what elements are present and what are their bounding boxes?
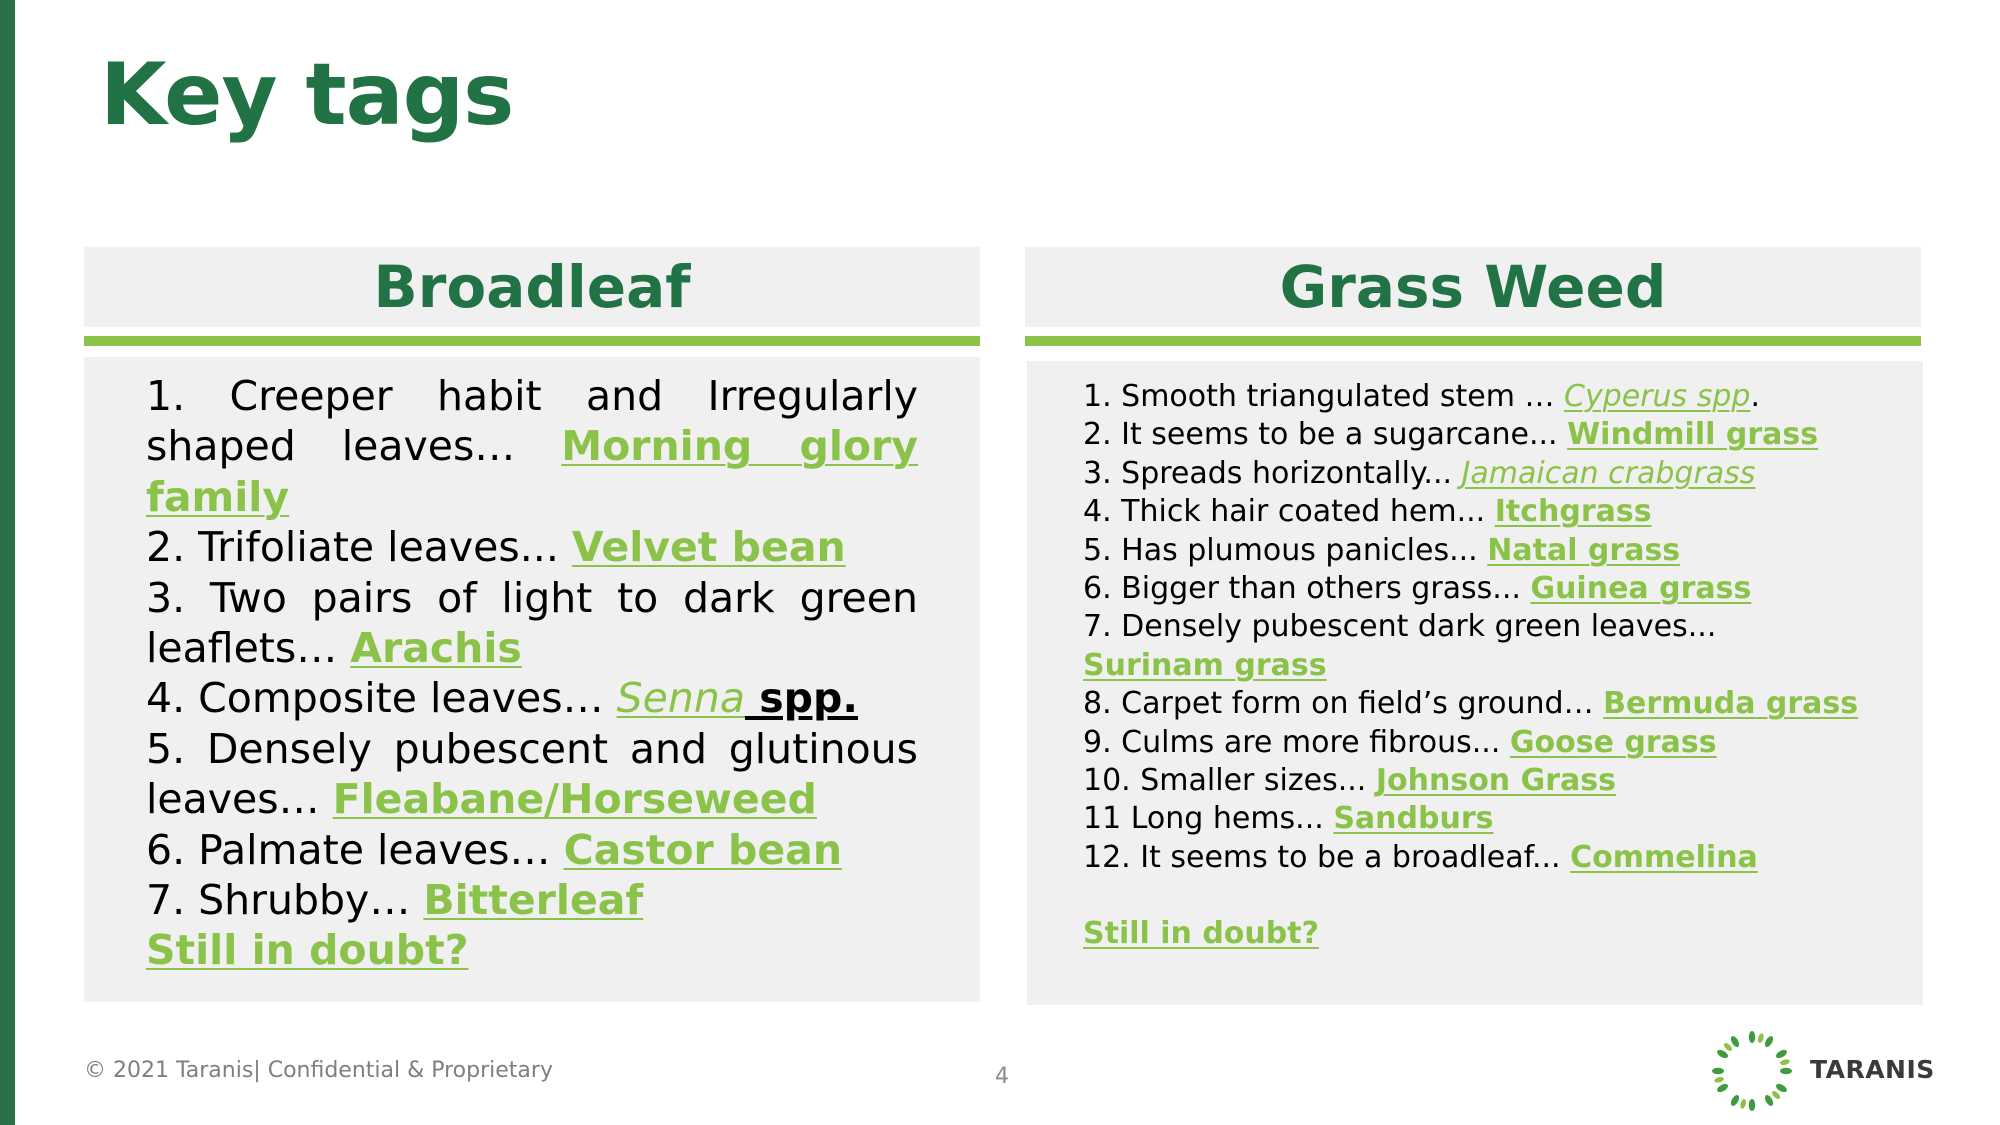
item-text: 5. Densely pubescent and glutinous leaves… xyxy=(146,724,918,824)
list-item xyxy=(1083,800,1863,838)
footer-copyright: © 2021 Taranis| Confidential & Proprietary xyxy=(84,1058,553,1083)
tag-link-sandburs[interactable]: Sandburs xyxy=(1333,801,1494,837)
tag-link-goose-grass[interactable]: Goose grass xyxy=(1509,724,1717,760)
item-text: 6. Bigger than others grass... xyxy=(1083,571,1531,607)
item-text: 8. Carpet form on field’s ground… xyxy=(1083,686,1604,722)
list-item xyxy=(1083,839,1863,877)
list-item xyxy=(146,573,918,674)
tag-link-arachis[interactable]: Arachis xyxy=(350,624,522,673)
left-accent-bar xyxy=(0,0,15,1125)
tag-link-senna[interactable]: Senna xyxy=(616,674,745,723)
page-number: 4 xyxy=(995,1064,1009,1089)
broadleaf-header: Broadleaf xyxy=(84,247,980,327)
tag-link-morning-glory[interactable]: Morning glory family xyxy=(146,422,918,521)
tag-link-cyperus[interactable]: Cyperus spp xyxy=(1564,379,1751,414)
item-text: 3. Spreads horizontally... xyxy=(1083,455,1462,491)
tag-link-bitterleaf[interactable]: Bitterleaf xyxy=(423,876,644,925)
tag-link-guinea-grass[interactable]: Guinea grass xyxy=(1530,571,1752,607)
item-text: 7. Shrubby… xyxy=(146,876,424,925)
list-item xyxy=(1083,416,1863,454)
broadleaf-panel xyxy=(84,357,980,1002)
list-item xyxy=(1083,685,1863,723)
list-item xyxy=(146,825,918,875)
item-text: 1. Creeper habit and Irregularly shaped leaves… xyxy=(146,372,918,471)
still-in-doubt-link[interactable]: Still in doubt? xyxy=(1083,916,1319,952)
tag-link-johnson-grass[interactable]: Johnson Grass xyxy=(1375,763,1616,799)
item-text: 7. Densely pubescent dark green leaves... xyxy=(1083,609,1717,645)
tag-link-jamaican-crabgrass[interactable]: Jamaican crabgrass xyxy=(1461,455,1756,491)
broadleaf-divider xyxy=(84,336,980,346)
tag-link-natal-grass[interactable]: Natal grass xyxy=(1487,532,1681,568)
still-in-doubt-link[interactable]: Still in doubt? xyxy=(146,926,469,975)
grass-weed-header: Grass Weed xyxy=(1025,247,1921,327)
still-in-doubt-row xyxy=(146,925,918,975)
item-text: 1. Smooth triangulated stem … xyxy=(1083,379,1564,414)
item-text: 10. Smaller sizes... xyxy=(1083,763,1376,799)
tag-link-castor-bean[interactable]: Castor bean xyxy=(563,825,843,874)
tag-link-velvet-bean[interactable]: Velvet bean xyxy=(571,523,846,572)
item-text: 12. It seems to be a broadleaf... xyxy=(1083,839,1571,875)
list-item xyxy=(1083,378,1863,416)
item-text: 6. Palmate leaves… xyxy=(146,825,564,874)
list-item xyxy=(1083,532,1863,570)
item-text: 4. Composite leaves… xyxy=(146,674,617,723)
item-suffix: spp. xyxy=(744,674,858,723)
logo-wordmark: TARANIS xyxy=(1810,1055,1935,1084)
item-text: 3. Two pairs of light to dark green leaflets… xyxy=(146,573,918,673)
still-in-doubt-row xyxy=(1083,915,1863,953)
page-title: Key tags xyxy=(100,45,514,145)
tag-link-commelina[interactable]: Commelina xyxy=(1570,839,1758,875)
item-text: 4. Thick hair coated hem... xyxy=(1083,494,1495,530)
list-item xyxy=(146,522,918,572)
tag-link-fleabane[interactable]: Fleabane/Horseweed xyxy=(332,775,817,824)
list-item xyxy=(146,724,918,825)
item-text: 9. Culms are more fibrous... xyxy=(1083,724,1510,760)
tag-link-itchgrass[interactable]: Itchgrass xyxy=(1494,494,1652,530)
item-text: 11 Long hems... xyxy=(1083,801,1334,837)
item-suffix: . xyxy=(1750,379,1760,414)
list-item xyxy=(146,875,918,925)
list-item xyxy=(1083,570,1863,608)
tag-link-windmill-grass[interactable]: Windmill grass xyxy=(1567,417,1819,453)
list-item xyxy=(1083,762,1863,800)
list-item xyxy=(146,673,918,723)
tag-link-bermuda-grass[interactable]: Bermuda grass xyxy=(1603,686,1859,722)
grass-weed-panel xyxy=(1027,361,1923,1005)
list-item xyxy=(1083,608,1863,685)
list-item xyxy=(1083,493,1863,531)
item-text: 2. It seems to be a sugarcane... xyxy=(1083,417,1568,453)
list-item xyxy=(1083,455,1863,493)
list-item xyxy=(1083,724,1863,762)
list-item xyxy=(146,371,918,522)
grass-weed-divider xyxy=(1025,336,1921,346)
item-text: 5. Has plumous panicles... xyxy=(1083,532,1488,568)
tag-link-surinam-grass[interactable]: Surinam grass xyxy=(1083,647,1327,683)
item-text: 2. Trifoliate leaves... xyxy=(146,523,572,572)
